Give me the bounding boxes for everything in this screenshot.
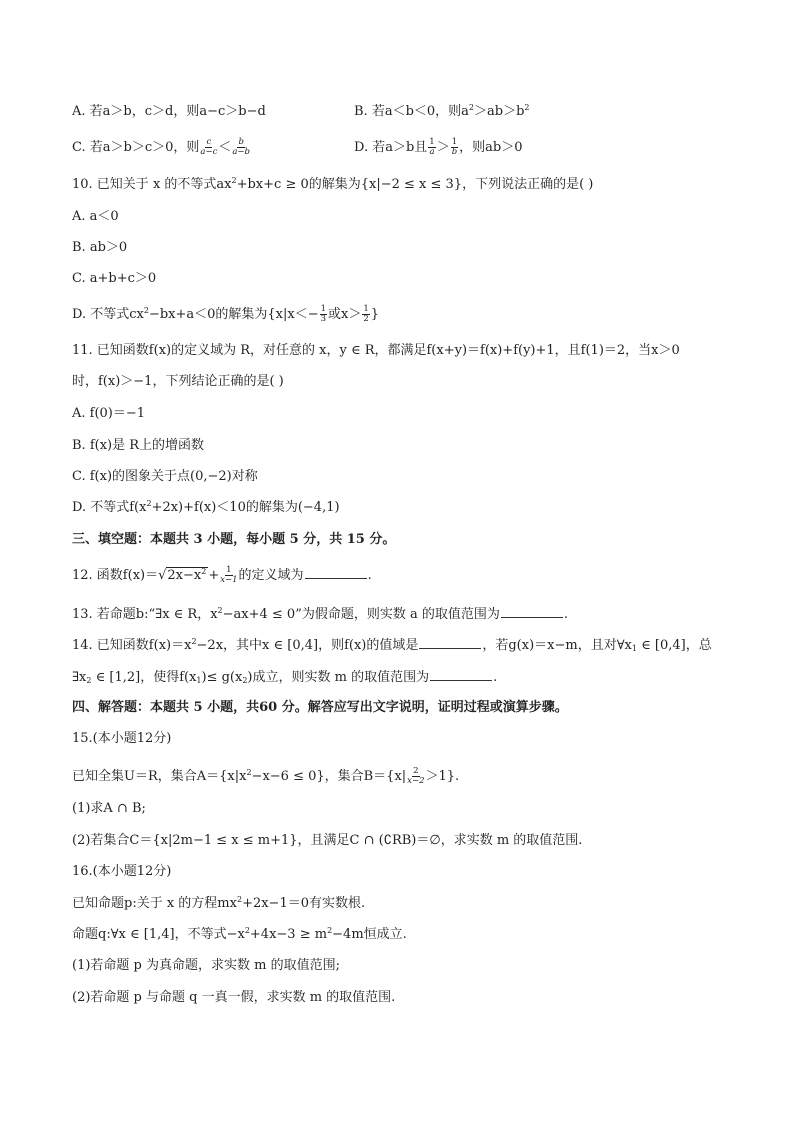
q15-stem: 已知全集U＝R，集合$A=\{x|x^2-x-6 \le 0\}$，集合B＝{x| $\frac{2}{x-2}$ ＞1}.	[72, 766, 460, 786]
q10-stem: 10. 已知关于 x 的不等式$ax^2+bx+c \ge 0$的解集为{x|−2 ≤ x ≤ 3}，下列说法正确的是( )	[72, 176, 594, 192]
q11-option-d: D. 不等式$f(x^2+2x)+f(x)<10$的解集为(−4,1)	[72, 499, 340, 515]
answer-blank	[430, 668, 492, 681]
q11-option-a: A. f(0)＝−1	[72, 406, 146, 421]
fraction: $\frac{1}{b}$	[451, 137, 458, 157]
fraction: $\frac{2}{x-2}$	[407, 766, 425, 786]
q14-stem-line1: 14. 已知函数$f(x)=x^2-2x$，其中x ∈ [0,4]，则f(x)的值域是 ，若g(x)＝x−m，且对$\forall x_1$ ∈ [0,4]，总	[72, 637, 712, 653]
q11-stem-line2: 时，f(x)＞−1，下列结论正确的是( )	[72, 374, 284, 389]
q9-option-d: D. 若a＞b且 $\frac{1}{a}$ ＞ $\frac{1}{b}$ ，则ab＞0	[354, 137, 523, 157]
q10-option-c: C. a+b+c＞0	[72, 271, 157, 286]
fraction: $\frac{1}{2}$	[363, 304, 369, 324]
fraction: $\frac{c}{a-c}$	[200, 137, 218, 157]
q11-option-c: C. f(x)的图象关于点(0,−2)对称	[72, 469, 258, 484]
q9-option-b: B. 若a＜b＜0，则$a^2>ab>b^2$	[354, 103, 530, 119]
q11-stem-line1: 11. 已知函数f(x)的定义域为 R，对任意的 x，y ∈ R，都满足f(x+y)＝f(x)+f(y)+1，且f(1)＝2，当x＞0	[72, 343, 680, 358]
q14-stem-line2: $\exists x_2$ ∈ [1,2]，使得$f(x_1)\le g(x_2)$成立，则实数 m 的取值范围为 .	[72, 670, 498, 685]
q16-proposition-q: 命题q:∀x ∈ [1,4]，不等式$-x^2+4x-3 \ge m^2-4m$恒成立.	[72, 926, 407, 942]
q15-heading: 15.(本小题12分)	[72, 731, 172, 746]
q11-option-b: B. f(x)是 R上的增函数	[72, 438, 205, 453]
q10-option-b: B. ab＞0	[72, 240, 128, 255]
section-heading-solutions: 四、解答题：本题共 5 小题，共60 分。解答应写出文字说明，证明过程或演算步骤。	[72, 700, 568, 715]
q13-stem: 13. 若命题b:“∃x ∈ R，$x^2-ax+4 \le 0$”为假命题，则实数 a 的取值范围为 .	[72, 606, 569, 622]
q9-option-a: A. 若a＞b，c＞d，则a−c＞b−d	[72, 104, 266, 119]
q9-option-c: C. 若a＞b＞c＞0，则 $\frac{c}{a-c}$ ＜ $\frac{b}{a-b}$	[72, 137, 250, 157]
q16-heading: 16.(本小题12分)	[72, 864, 172, 879]
sqrt-radicand: $2x-x^2$	[167, 567, 207, 583]
fraction: $\frac{1}{a}$	[429, 137, 435, 157]
q16-part-2: (2)若命题 p 与命题 q 一真一假，求实数 m 的取值范围.	[72, 990, 396, 1005]
q15-part-2: (2)若集合C＝{x|2m−1 ≤ x ≤ m+1}，且满足C ∩ (∁RB)＝∅，求实数 m 的取值范围.	[72, 833, 583, 848]
q15-part-1: (1)求A ∩ B;	[72, 801, 146, 816]
answer-blank	[419, 636, 481, 649]
fraction: $\frac{1}{3}$	[320, 304, 327, 324]
fraction: $\frac{1}{x-1}$	[220, 565, 238, 585]
q16-part-1: (1)若命题 p 为真命题，求实数 m 的取值范围;	[72, 958, 340, 973]
q16-proposition-p: 已知命题p:关于 x 的方程$mx^2+2x-1=0$有实数根.	[72, 895, 366, 911]
sqrt-symbol: √	[158, 568, 167, 583]
fraction: $\frac{b}{a-b}$	[232, 137, 250, 157]
q10-option-a: A. a＜0	[72, 209, 119, 224]
answer-blank	[501, 605, 563, 618]
section-heading-fill-in: 三、填空题：本题共 3 小题，每小题 5 分，共 15 分。	[72, 532, 396, 547]
answer-blank	[305, 566, 367, 579]
q10-option-d: D. 不等式$cx^2-bx+a<0$的解集为{x|x＜− $\frac{1}{3}$ 或x＞ $\frac{1}{2}$ }	[72, 304, 380, 324]
q12-stem: 12. 函数$f(x)=√2x-x^2$ + $\frac{1}{x-1}$ 的定义域为 .	[72, 565, 372, 585]
